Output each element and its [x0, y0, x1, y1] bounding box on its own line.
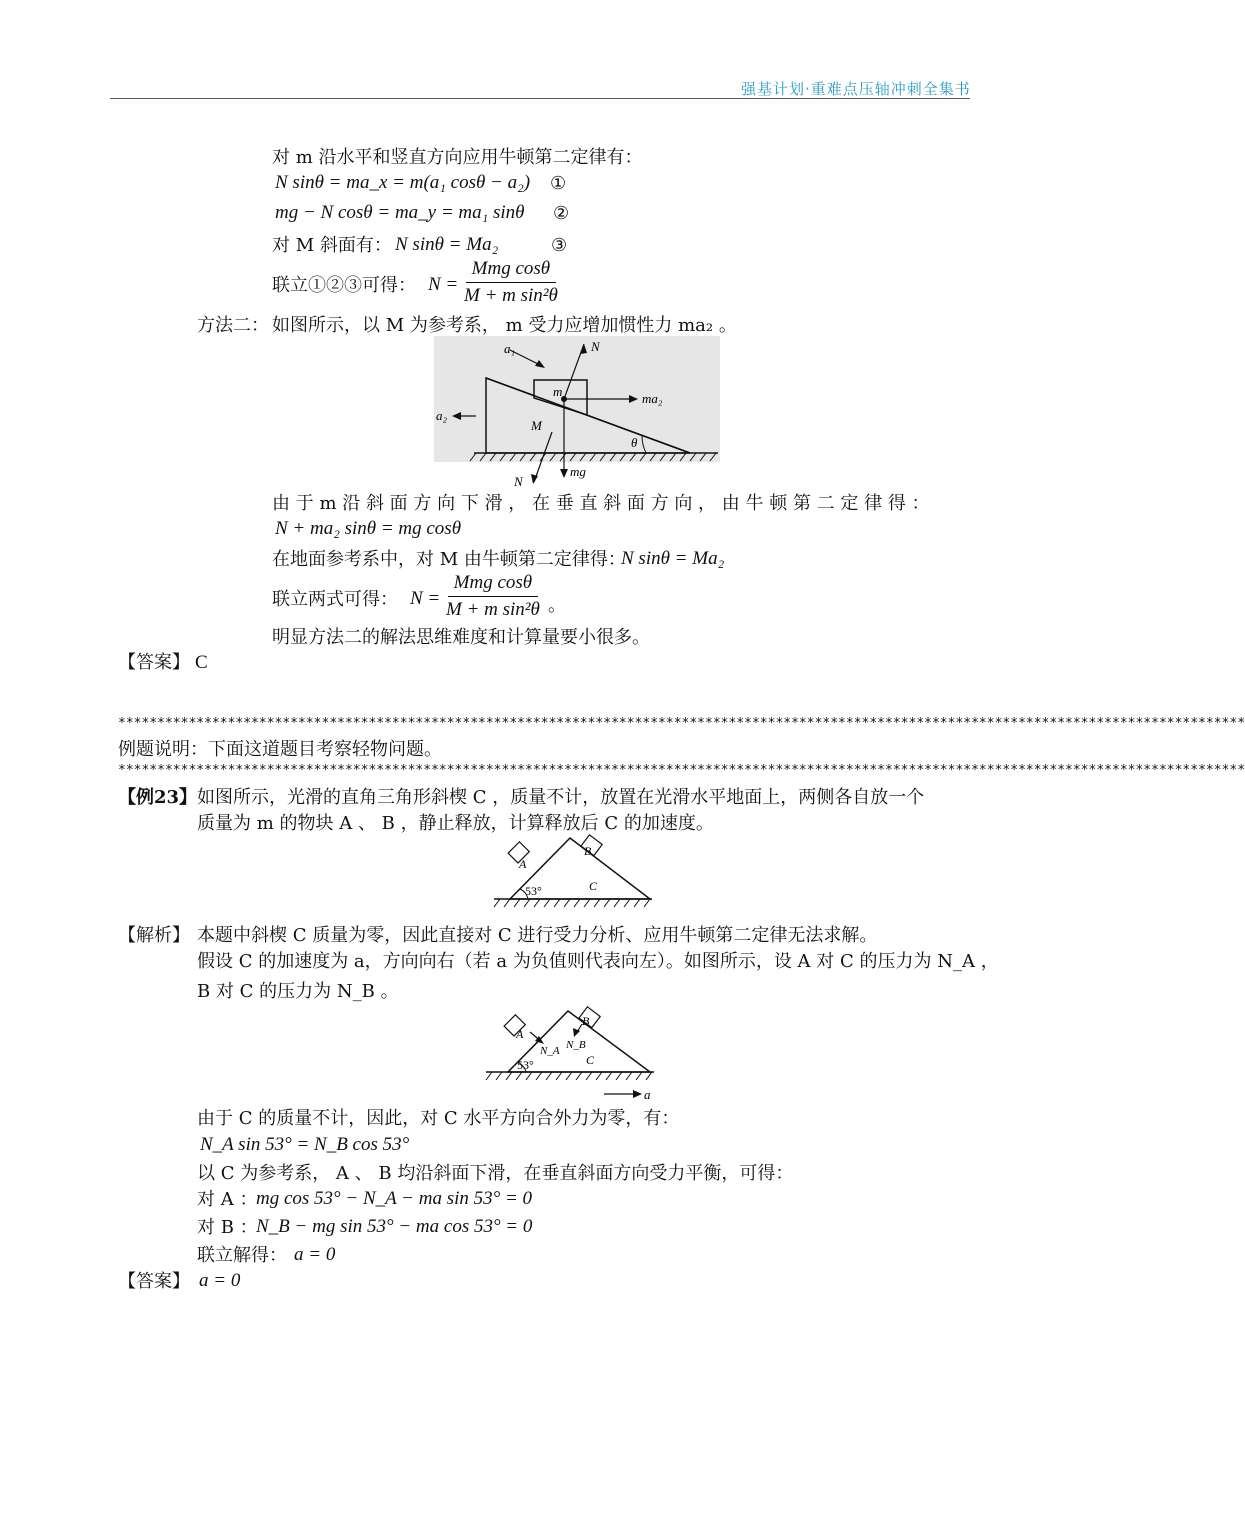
answer-1-value: C [195, 652, 208, 673]
fig3-label-B: B [582, 1014, 590, 1028]
separator-stars-top: ************************************************************************************************************************************************ [118, 716, 1245, 731]
result-numerator-2: Mmg cosθ [448, 572, 538, 597]
answer-1-label: 【答案】 [118, 652, 190, 673]
combine-prefix-1: 联立①②③可得： [272, 275, 416, 296]
fig3-label-NA: N_A [540, 1045, 560, 1057]
header-rule [110, 98, 970, 99]
fig2-label-A: A [519, 857, 527, 871]
analysis-line2: 假设 C 的加速度为 a，方向向右（若 a 为负值则代表向左）。如图所示，设 A 对 C 的压力为 N_A ， [197, 951, 999, 972]
separator-stars-bottom: ************************************************************************************************************************************************ [118, 763, 1245, 778]
fig3-label-NB: N_B [566, 1039, 586, 1051]
example-23-line2: 质量为 m 的物块 A 、 B ，静止释放，计算释放后 C 的加速度。 [197, 813, 714, 834]
equation-1-tag: ① [550, 173, 567, 194]
method2-line2-equation: N sinθ = Ma₂ [621, 548, 725, 569]
final-prefix: 联立解得： [197, 1245, 287, 1266]
label-M: M [531, 418, 542, 433]
label-ma2: ma₂ [642, 391, 663, 406]
final-equation: a = 0 [294, 1244, 336, 1265]
example-23-line1: 如图所示，光滑的直角三角形斜楔 C ，质量不计，放置在光滑水平地面上，两侧各自放一个 [197, 787, 925, 808]
method2-equation-1: N + ma₂ sinθ = mg cosθ [275, 518, 462, 539]
analysis-label: 【解析】 [118, 925, 190, 946]
label-N-bottom: N [514, 474, 523, 489]
answer-2-label: 【答案】 [118, 1271, 190, 1292]
equation-3-prefix: 对 M 斜面有： [272, 235, 392, 256]
fig2-label-C: C [589, 879, 598, 893]
equation-2-tag: ② [553, 203, 570, 224]
analysis-line3: B 对 C 的压力为 N_B 。 [197, 981, 399, 1002]
equation-3: N sinθ = Ma₂ [395, 234, 499, 255]
label-m: m [553, 384, 563, 399]
result-denominator-1: M + m sin²θ [464, 285, 558, 306]
figure-wedge-normal-forces [486, 1006, 662, 1102]
result-denominator-2: M + m sin²θ [446, 599, 540, 620]
result-fraction-2 [440, 572, 546, 621]
ground-hatching-3 [486, 1072, 652, 1080]
result-lhs-1: N = [428, 274, 459, 295]
equation-B: N_B − mg sin 53° − ma cos 53° = 0 [256, 1216, 533, 1237]
fig3-label-C: C [586, 1053, 595, 1067]
result-lhs-2: N = [410, 588, 441, 609]
example-note: 例题说明：下面这道题目考察轻物问题。 [118, 739, 442, 760]
fig3-label-angle: 53° [517, 1058, 534, 1072]
fig3-label-a: a [644, 1087, 651, 1102]
label-N-top: N [591, 339, 600, 354]
analysis-line1: 本题中斜楔 C 质量为零，因此直接对 C 进行受力分析、应用牛顿第二定律无法求解。 [197, 925, 878, 946]
result-end-period: 。 [548, 595, 566, 616]
method2-label: 方法二： [197, 315, 269, 336]
analysis-cont-line1: 由于 C 的质量不计，因此，对 C 水平方向合外力为零，有： [197, 1108, 680, 1129]
equation-B-prefix: 对 B ： [197, 1217, 258, 1238]
analysis-equation-1: N_A sin 53° = N_B cos 53° [200, 1134, 410, 1155]
equation-A-prefix: 对 A ： [197, 1189, 258, 1210]
book-title-header: 强基计划·重难点压轴冲刺全集书 [741, 80, 971, 98]
combine-prefix-2: 联立两式可得： [272, 589, 398, 610]
label-a1: a₁ [504, 341, 516, 356]
figure-wedge-forces [434, 336, 720, 488]
label-a2: a₂ [436, 408, 448, 423]
method2-line2-prefix: 在地面参考系中，对 M 由牛顿第二定律得： [272, 549, 626, 570]
equation-3-tag: ③ [551, 235, 568, 256]
analysis-cont-line2: 以 C 为参考系， A 、 B 均沿斜面下滑，在垂直斜面方向受力平衡，可得： [197, 1163, 794, 1184]
solution-intro-line: 对 m 沿水平和竖直方向应用牛顿第二定律有： [272, 147, 643, 168]
method2-conclusion: 明显方法二的解法思维难度和计算量要小很多。 [272, 627, 650, 648]
equation-1: N sinθ = ma_x = m(a₁ cosθ − a₂) [275, 172, 531, 193]
example-23-label: 【例23】 [118, 787, 198, 808]
label-mg: mg [570, 464, 586, 479]
equation-2: mg − N cosθ = ma_y = ma₁ sinθ [275, 202, 525, 223]
result-numerator-1: Mmg cosθ [466, 258, 556, 283]
fig2-label-B: B [584, 844, 592, 858]
ground-hatching-2 [494, 899, 650, 907]
result-fraction-1 [458, 258, 564, 307]
equation-A: mg cos 53° − N_A − ma sin 53° = 0 [256, 1188, 533, 1209]
fig3-label-A: A [516, 1027, 524, 1041]
figure-wedge-blocks [494, 836, 654, 912]
method2-text: 如图所示，以 M 为参考系， m 受力应增加惯性力 ma₂ 。 [272, 315, 737, 336]
label-theta: θ [631, 435, 638, 450]
answer-2-value: a = 0 [199, 1270, 241, 1291]
fig2-label-angle: 53° [525, 884, 542, 898]
method2-line1: 由 于 m 沿 斜 面 方 向 下 滑 ， 在 垂 直 斜 面 方 向 ， 由 牛 顿 第 二 定 律 得 ： [272, 493, 930, 514]
